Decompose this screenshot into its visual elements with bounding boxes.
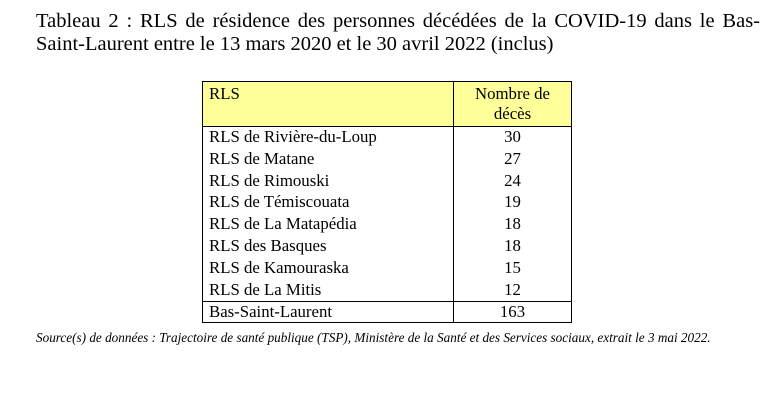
deaths-by-rls-table	[202, 81, 572, 323]
table-total-row	[203, 302, 572, 323]
row-deces: 27	[454, 149, 572, 171]
row-deces: 12	[454, 280, 572, 302]
row-rls: RLS de Kamouraska	[203, 258, 454, 280]
total-rls: Bas-Saint-Laurent	[203, 302, 454, 323]
row-rls: RLS de Rivière-du-Loup	[203, 127, 454, 149]
row-deces: 18	[454, 236, 572, 258]
header-deces	[454, 82, 572, 127]
row-deces: 15	[454, 258, 572, 280]
row-rls: RLS des Basques	[203, 236, 454, 258]
row-deces: 19	[454, 192, 572, 214]
header-deces-line1: Nombre de	[474, 84, 551, 103]
row-deces: 30	[454, 127, 572, 149]
table-title: Tableau 2 : RLS de résidence des personnes décédées de la COVID-19 dans le Bas-Saint-Laurent entre le 13 mars 2020 et le 30 avril 2022 (inclus)	[36, 10, 760, 55]
header-rls: RLS	[203, 82, 454, 127]
table-row	[203, 149, 572, 171]
row-deces: 18	[454, 214, 572, 236]
table-row	[203, 171, 572, 193]
data-source-note: Source(s) de données : Trajectoire de santé publique (TSP), Ministère de la Santé et des Services sociaux, extrait le 3 mai 2022.	[36, 330, 711, 345]
total-deces: 163	[454, 302, 572, 323]
table-row	[203, 280, 572, 302]
row-rls: RLS de Rimouski	[203, 171, 454, 193]
row-deces: 24	[454, 171, 572, 193]
row-rls: RLS de Témiscouata	[203, 192, 454, 214]
table-row	[203, 127, 572, 149]
table-row	[203, 236, 572, 258]
table-row	[203, 192, 572, 214]
table-row	[203, 258, 572, 280]
header-deces-line2: décès	[493, 104, 532, 123]
row-rls: RLS de La Matapédia	[203, 214, 454, 236]
table-header-row	[203, 82, 572, 127]
table-row	[203, 214, 572, 236]
row-rls: RLS de Matane	[203, 149, 454, 171]
row-rls: RLS de La Mitis	[203, 280, 454, 302]
